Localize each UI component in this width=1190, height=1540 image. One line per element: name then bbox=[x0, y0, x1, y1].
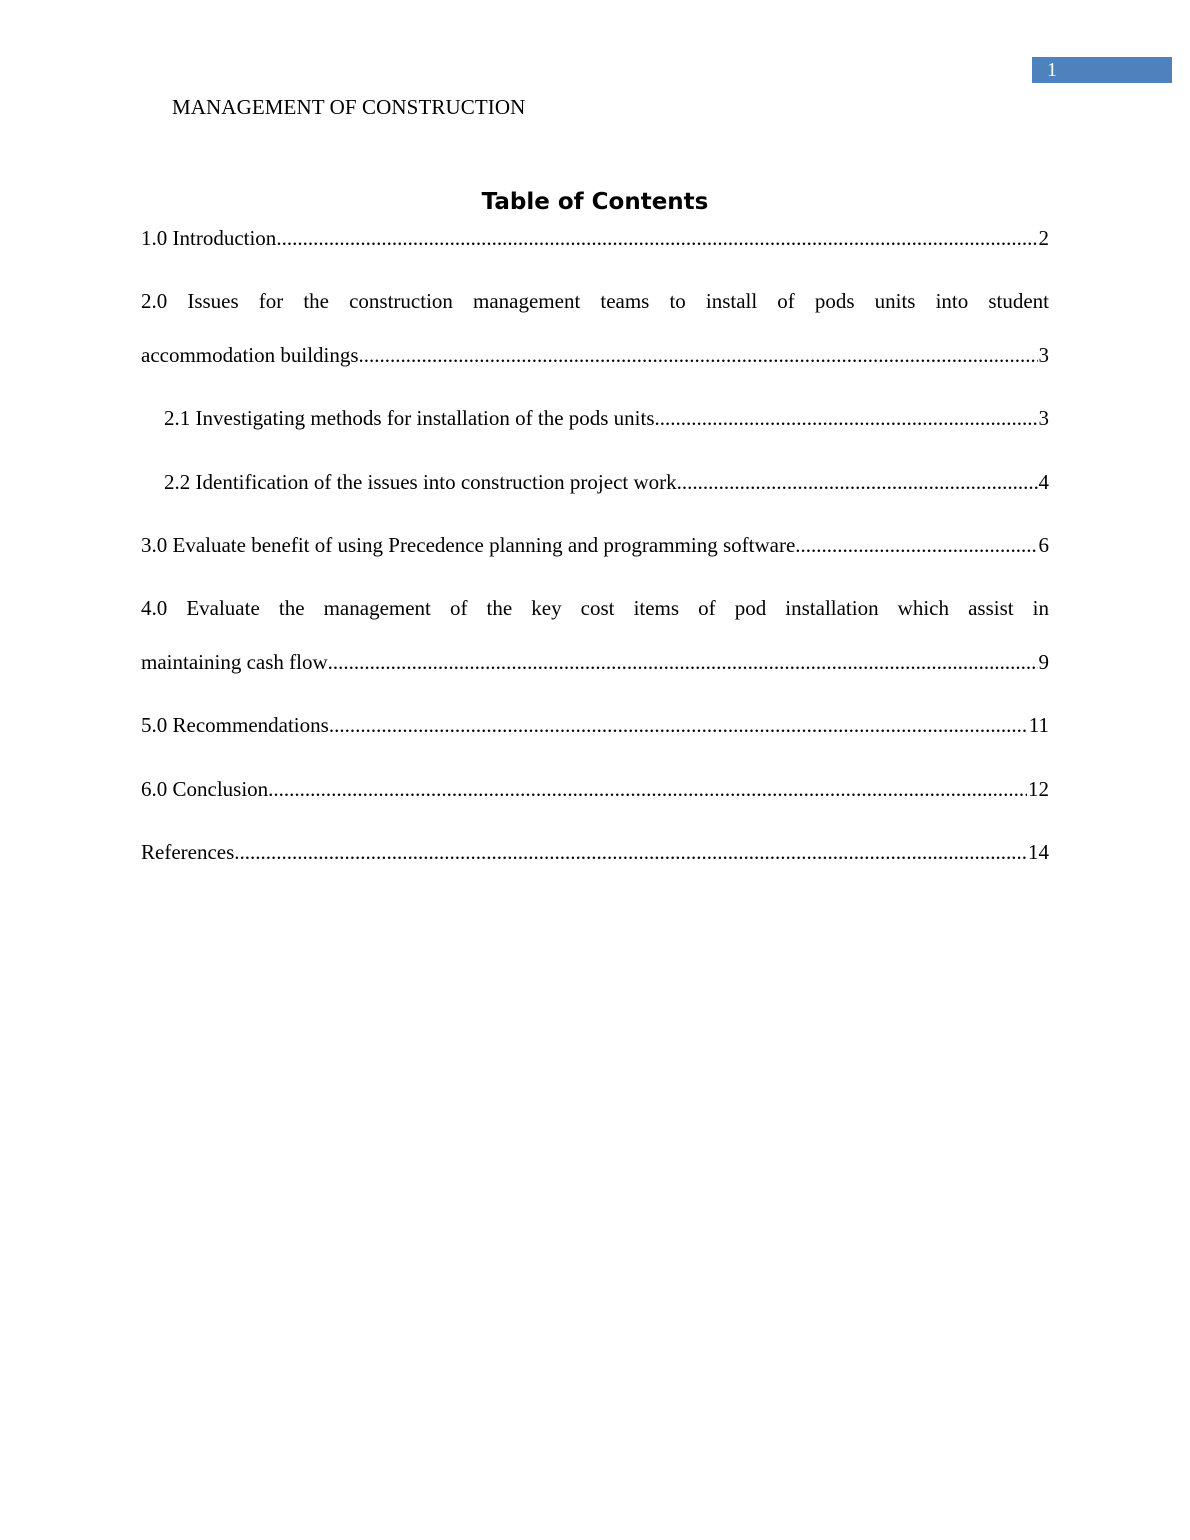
toc-entry-cost-items-line1[interactable]: 4.0 Evaluate the management of the key cost items of pod installation which assist in bbox=[141, 596, 1049, 620]
toc-entry-references[interactable] bbox=[141, 837, 1049, 867]
toc-entry-label: 5.0 Recommendations bbox=[141, 713, 329, 737]
toc-entry-precedence-software[interactable] bbox=[141, 530, 1049, 560]
page-number: 1 bbox=[1047, 59, 1057, 81]
toc-entry-label: 6.0 Conclusion bbox=[141, 777, 269, 801]
toc-entry-label: 1.0 Introduction bbox=[141, 226, 277, 250]
toc-entry-label: maintaining cash flow bbox=[141, 650, 328, 674]
toc-entry-installation-methods[interactable] bbox=[164, 403, 1049, 433]
toc-dot-leader bbox=[359, 340, 1038, 370]
toc-entry-issues-line1[interactable]: 2.0 Issues for the construction management teams to install of pods units into student bbox=[141, 289, 1049, 313]
toc-entry-page: 3 bbox=[1038, 343, 1049, 367]
toc-dot-leader bbox=[328, 647, 1038, 677]
toc-entry-page: 9 bbox=[1038, 650, 1049, 674]
toc-entry-label: References bbox=[141, 840, 235, 864]
toc-dot-leader bbox=[234, 837, 1027, 867]
toc-entry-page: 11 bbox=[1028, 713, 1049, 737]
toc-entry-page: 4 bbox=[1038, 470, 1049, 494]
toc-dot-leader bbox=[655, 403, 1038, 433]
toc-dot-leader bbox=[677, 467, 1038, 497]
running-header: MANAGEMENT OF CONSTRUCTION bbox=[172, 95, 526, 119]
toc-dot-leader bbox=[268, 774, 1027, 804]
toc-entry-cost-items[interactable] bbox=[141, 647, 1049, 677]
toc-entry-introduction[interactable] bbox=[141, 223, 1049, 253]
toc-entry-label: 3.0 Evaluate benefit of using Precedence planning and programming software bbox=[141, 533, 796, 557]
toc-entry-issues[interactable] bbox=[141, 340, 1049, 370]
toc-dot-leader bbox=[276, 223, 1037, 253]
toc-entry-page: 12 bbox=[1028, 777, 1049, 801]
toc-entry-label: 2.2 Identification of the issues into construction project work bbox=[164, 470, 677, 494]
toc-dot-leader bbox=[795, 530, 1037, 560]
toc-entry-label: accommodation buildings bbox=[141, 343, 359, 367]
toc-entry-page: 6 bbox=[1038, 533, 1049, 557]
toc-entry-page: 2 bbox=[1038, 226, 1049, 250]
toc-entry-label: 2.1 Investigating methods for installation of the pods units bbox=[164, 406, 655, 430]
toc-entry-page: 14 bbox=[1028, 840, 1049, 864]
toc-dot-leader bbox=[329, 710, 1028, 740]
toc-title: Table of Contents bbox=[481, 189, 709, 215]
toc-entry-recommendations[interactable] bbox=[141, 710, 1049, 740]
toc-entry-issue-identification[interactable] bbox=[164, 467, 1049, 497]
toc-entry-conclusion[interactable] bbox=[141, 774, 1049, 804]
page-number-bar bbox=[1032, 57, 1172, 83]
toc-entry-page: 3 bbox=[1038, 406, 1049, 430]
